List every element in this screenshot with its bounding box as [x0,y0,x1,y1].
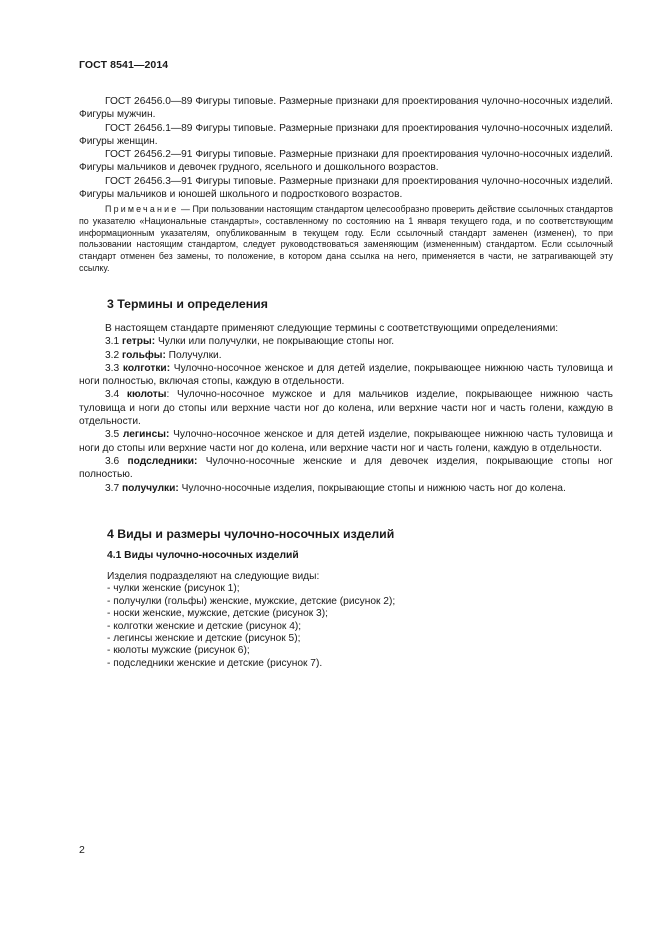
section-3-body [79,322,613,495]
note-label: Примечание [105,204,179,214]
term-definition: 3.4 кюлоты: Чулочно-носочное мужское и для мальчиков изделие, покрывающее нижнюю часть туловища и ноги до стопы или верхние части ног до колена, или верхние части ног и часть голени, каждую в отдельности. [79,389,613,428]
term-definition: 3.5 легинсы: Чулочно-носочное женское и для детей изделие, покрывающее нижнюю часть туловища и ноги до стопы или верхние части ног до колена, или верхние части ног и часть голени, каждую в отдельности. [79,429,613,454]
document-header: ГОСТ 8541—2014 [79,59,169,71]
section-3-intro: В настоящем стандарте применяют следующие термины с соответствующими определениями: [105,323,559,334]
note-block [79,204,613,275]
reference-entry: ГОСТ 26456.2—91 Фигуры типовые. Размерные признаки для проектирования чулочно-носочных изделий. Фигуры мальчиков и девочек грудного, ясельного и дошкольного возрастов. [79,149,613,174]
term-definition: 3.2 гольфы: Получулки. [105,349,222,361]
section-4-title: 4 Виды и размеры чулочно-носочных изделий [107,527,395,541]
reference-entry: ГОСТ 26456.0—89 Фигуры типовые. Размерные признаки для проектирования чулочно-носочных изделий. Фигуры мужчин. [79,96,613,121]
references-list [79,95,613,201]
term-definition: 3.3 колготки: Чулочно-носочное женское и для детей изделие, покрывающее нижнюю часть туловища и ноги полностью, включая стопы, каждую в отдельности. [79,362,613,388]
list-item: - получулки (гольфы) женские, мужские, детские (рисунок 2); [107,595,396,607]
page-number: 2 [79,844,85,856]
list-item: - чулки женские (рисунок 1); [107,583,240,595]
term-definition: 3.1 гетры: Чулки или получулки, не покрывающие стопы ног. [105,336,395,348]
note-text: — При пользовании настоящим стандартом целесообразно проверить действие ссылочных стандартов по указателю «Национальные стандарты», составленному по состоянию на 1 января текущего года, и по соответствующим информационным указателям, опубликованным в текущем году. Если ссылочный стандарт заменен (изменен), то при пользовании настоящим стандартом, следует руководствоваться заменяющим (измененным) стандартом. Если ссылочный стандарт отменен без замены, то положение, в котором дана ссылка на него, применяется в части, не затрагивающей эту ссылку. [79,204,613,273]
product-types-list [107,571,607,670]
reference-entry: ГОСТ 26456.1—89 Фигуры типовые. Размерные признаки для проектирования чулочно-носочных изделий. Фигуры женщин. [79,122,613,147]
list-item: - кюлоты мужские (рисунок 6); [107,645,250,657]
section-4-1-title: 4.1 Виды чулочно-носочных изделий [107,550,299,561]
term-definition: 3.6 подследники: Чулочно-носочные женские и для девочек изделия, покрывающие стопы ног полностью. [79,455,613,481]
list-item: - подследники женские и детские (рисунок 7). [107,657,323,669]
list-intro: Изделия подразделяют на следующие виды: [107,571,320,582]
reference-entry: ГОСТ 26456.3—91 Фигуры типовые. Размерные признаки для проектирования чулочно-носочных изделий. Фигуры мальчиков и юношей школьного и подросткового возрастов. [79,175,613,201]
list-item: - колготки женские и детские (рисунок 4); [107,620,302,632]
list-item: - носки женские, мужские, детские (рисунок 3); [107,608,328,620]
section-3-title: 3 Термины и определения [107,297,268,311]
list-item: - легинсы женские и детские (рисунок 5); [107,633,301,645]
term-definition: 3.7 получулки: Чулочно-носочные изделия, покрывающие стопы и нижнюю часть ног до колена. [105,482,566,494]
